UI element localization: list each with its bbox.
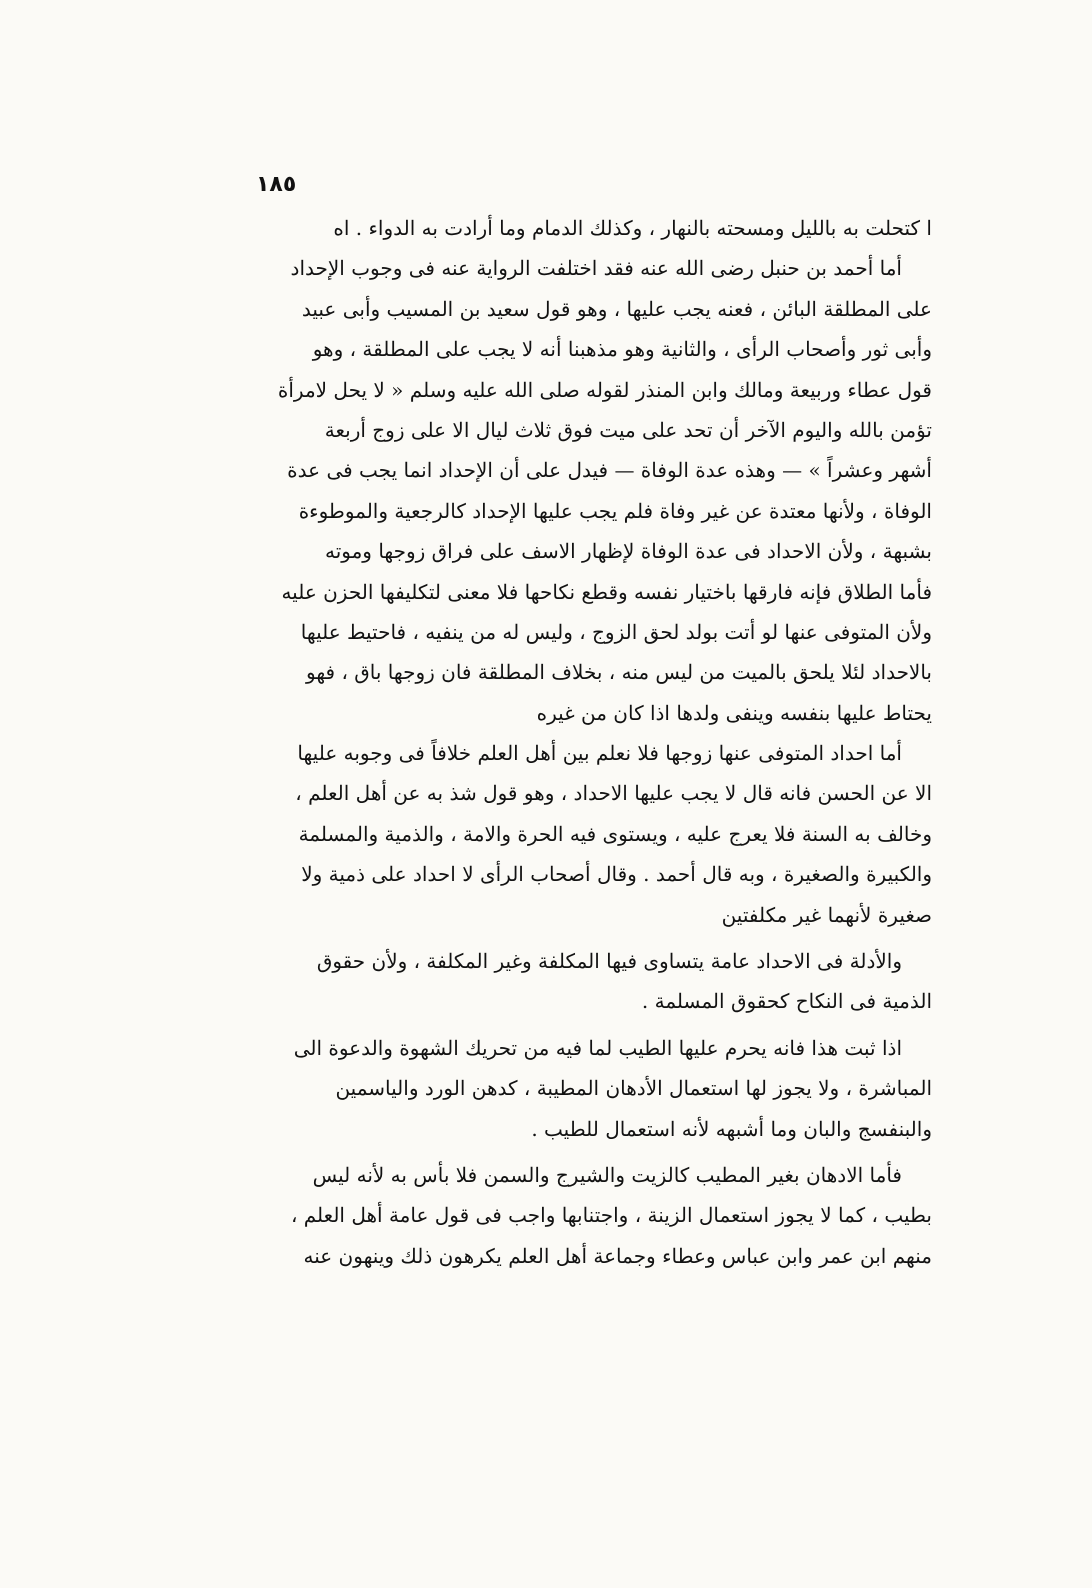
text-line: بالاحداد لئلا يلحق بالميت من ليس منه ، بخلاف المطلقة فان زوجها باق ، فهو (305, 660, 932, 685)
text-line: أما أحمد بن حنبل رضى الله عنه فقد اختلفت الرواية عنه فى وجوب الإحداد (290, 256, 902, 281)
text-line: الذمية فى النكاح كحقوق المسلمة . (641, 989, 932, 1014)
text-line: والكبيرة والصغيرة ، وبه قال أحمد . وقال أصحاب الرأى لا احداد على ذمية ولا (301, 862, 932, 887)
text-line: فأما الادهان بغير المطيب كالزيت والشيرج والسمن فلا بأس به لأنه ليس (312, 1162, 902, 1187)
text-line: بشبهة ، ولأن الاحداد فى عدة الوفاة لإظهار الاسف على فراق زوجها وموته (324, 539, 932, 564)
page-number: ١٨٥ (256, 172, 297, 197)
text-line: على المطلقة البائن ، فعنه يجب عليها ، وهو قول سعيد بن المسيب وأبى عبيد (301, 296, 932, 321)
text-line: الوفاة ، ولأنها معتدة عن غير وفاة فلم يجب عليها الإحداد كالرجعية والموطوءة (298, 498, 932, 523)
text-line: بطيب ، كما لا يجوز استعمال الزينة ، واجتنابها واجب فى قول عامة أهل العلم ، (290, 1203, 932, 1228)
text-line: ولأن المتوفى عنها لو أتت بولد لحق الزوج ، وليس له من ينفيه ، فاحتيط عليها (300, 619, 932, 644)
text-line: وأبى ثور وأصحاب الرأى ، والثانية وهو مذهبنا أنه لا يجب على المطلقة ، وهو (312, 337, 932, 362)
text-line: ا كتحلت به بالليل ومسحته بالنهار ، وكذلك الدمام وما أرادت به الدواء . اه (333, 216, 932, 240)
text-line: والأدلة فى الاحداد عامة يتساوى فيها المكلفة وغير المكلفة ، ولأن حقوق (316, 949, 902, 974)
body-text (232, 208, 932, 1276)
text-line: منهم ابن عمر وابن عباس وعطاء وجماعة أهل العلم يكرهون ذلك وينهون عنه (303, 1243, 932, 1268)
text-line: تؤمن بالله واليوم الآخر أن تحد على ميت فوق ثلاث ليال الا على زوج أربعة (324, 417, 932, 442)
text-line: والبنفسج والبان وما أشبهه لأنه استعمال للطيب . (531, 1116, 932, 1141)
text-line: أما احداد المتوفى عنها زوجها فلا نعلم بين أهل العلم خلافاً فى وجوبه عليها (297, 741, 902, 766)
text-line: قول عطاء وربيعة ومالك وابن المنذر لقوله صلى الله عليه وسلم « لا يحل لامرأة (277, 377, 932, 402)
text-line: أشهر وعشراً » — وهذه عدة الوفاة — فيدل على أن الإحداد انما يجب فى عدة (287, 458, 932, 483)
text-line: صغيرة لأنهما غير مكلفتين (721, 902, 932, 927)
text-line: فأما الطلاق فإنه فارقها باختيار نفسه وقطع نكاحها فلا معنى لتكليفها الحزن عليه (281, 579, 932, 604)
text-line: المباشرة ، ولا يجوز لها استعمال الأدهان المطيبة ، كدهن الورد والياسمين (335, 1076, 932, 1101)
text-line: اذا ثبت هذا فانه يحرم عليها الطيب لما فيه من تحريك الشهوة والدعوة الى (293, 1035, 902, 1060)
text-line: الا عن الحسن فانه قال لا يجب عليها الاحداد ، وهو قول شذ به عن أهل العلم ، (295, 781, 932, 806)
text-line: يحتاط عليها بنفسه وينفى ولدها اذا كان من غيره (536, 700, 932, 725)
text-line: وخالف به السنة فلا يعرج عليه ، ويستوى فيه الحرة والامة ، والذمية والمسلمة (298, 821, 932, 846)
